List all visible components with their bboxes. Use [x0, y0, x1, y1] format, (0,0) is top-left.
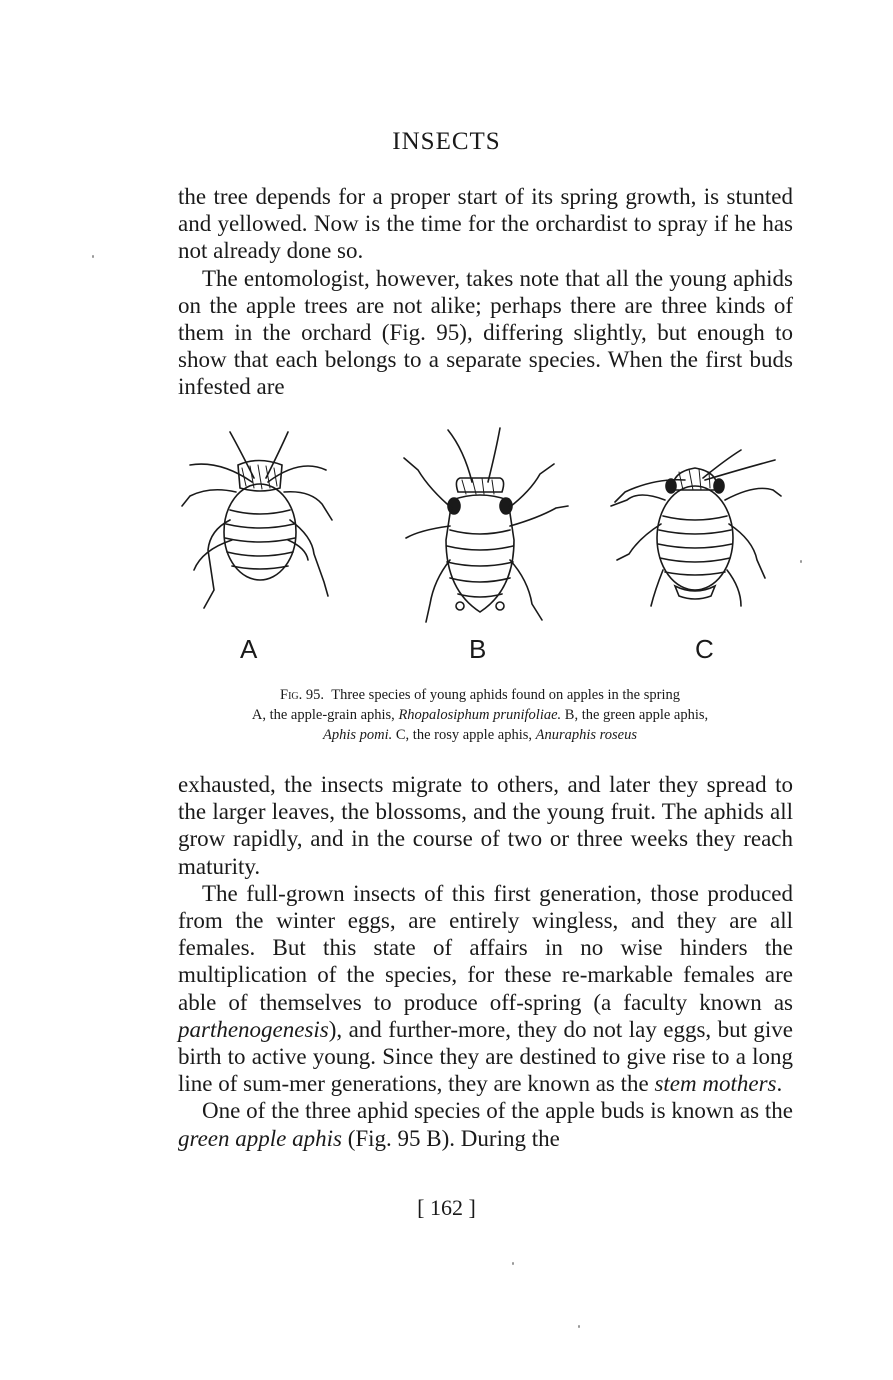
paragraph: [178, 265, 793, 401]
caption-line-2: [160, 705, 800, 725]
page-number: [ 162 ]: [417, 1195, 476, 1220]
text-run: The full-grown insects of this first generation, those produced from the winter eggs, are entirely wingless, and they are all females. But this state of affairs in no wise hinders the multiplication of the species, for these re-markable females are able of themselves to produce off-spring (a faculty known as: [178, 880, 793, 1015]
aphid-illustrations: [170, 420, 810, 665]
figure-label-a: A: [240, 634, 258, 664]
figure-95: [170, 420, 810, 665]
text-block-top: [178, 183, 793, 401]
paragraph: [178, 771, 793, 880]
caption-b-scientific: Aphis pomi.: [322, 727, 393, 743]
paper-speck: [578, 1325, 580, 1328]
text-block-bottom: [178, 771, 793, 1152]
caption-a-common: A, the apple-grain aphis,: [251, 707, 399, 723]
paper-speck: [800, 560, 802, 563]
text-run: One of the three aphid species of the apple buds is known as the: [202, 1098, 793, 1124]
caption-c-scientific: Anuraphis roseus: [535, 727, 638, 743]
text-run: .: [776, 1071, 783, 1097]
figure-label-c: C: [695, 634, 714, 664]
text-run: exhausted, the insects migrate to others, and later they spread to the larger leaves, the blossoms, and the young fruit. The aphids all grow rapidly, and in the course of two or three weeks they reach maturity.: [178, 772, 793, 879]
italic-term: stem mothers: [654, 1071, 777, 1097]
paper-speck: [512, 1262, 514, 1265]
figure-number: Fig. 95.: [280, 687, 324, 703]
text-run: (Fig. 95 B). During the: [341, 1125, 560, 1151]
figure-label-b: B: [469, 634, 487, 664]
caption-title: Three species of young aphids found on apples in the spring: [331, 687, 680, 703]
caption-line-3: [160, 725, 800, 745]
paragraph: [178, 1097, 793, 1151]
text-run: The entomologist, however, takes note that all the young aphids on the apple trees are not alike; perhaps there are three kinds of them in the orchard (Fig. 95), differing slightly, but enough to show that each belongs to a separate species. When the first buds infested are: [178, 265, 793, 400]
italic-term: green apple aphis: [178, 1125, 342, 1151]
paragraph: [178, 880, 793, 1098]
caption-b-common: B, the green apple aphis,: [561, 707, 709, 723]
text-run: the tree depends for a proper start of its spring growth, is stunted and yellowed. Now is the time for the orchardist to spray if he has not already done so.: [178, 184, 793, 264]
aphid-b-drawing: [404, 428, 568, 622]
italic-term: parthenogenesis: [178, 1016, 329, 1042]
caption-line-1: [160, 685, 800, 705]
caption-a-scientific: Rhopalosiphum prunifoliae.: [398, 707, 562, 723]
caption-c-common: C, the rosy apple aphis,: [392, 727, 536, 743]
paragraph: [178, 183, 793, 265]
aphid-a-drawing: [182, 432, 332, 608]
figure-caption: [160, 685, 800, 745]
running-head: INSECTS: [392, 128, 501, 155]
paper-speck: [92, 255, 94, 258]
text-run: ), and further-more, they do not lay eggs, but give birth to active young. Since they are destined to give rise to a long line of sum-mer generations, they are known as the: [178, 1016, 793, 1097]
aphid-c-drawing: [611, 450, 781, 606]
